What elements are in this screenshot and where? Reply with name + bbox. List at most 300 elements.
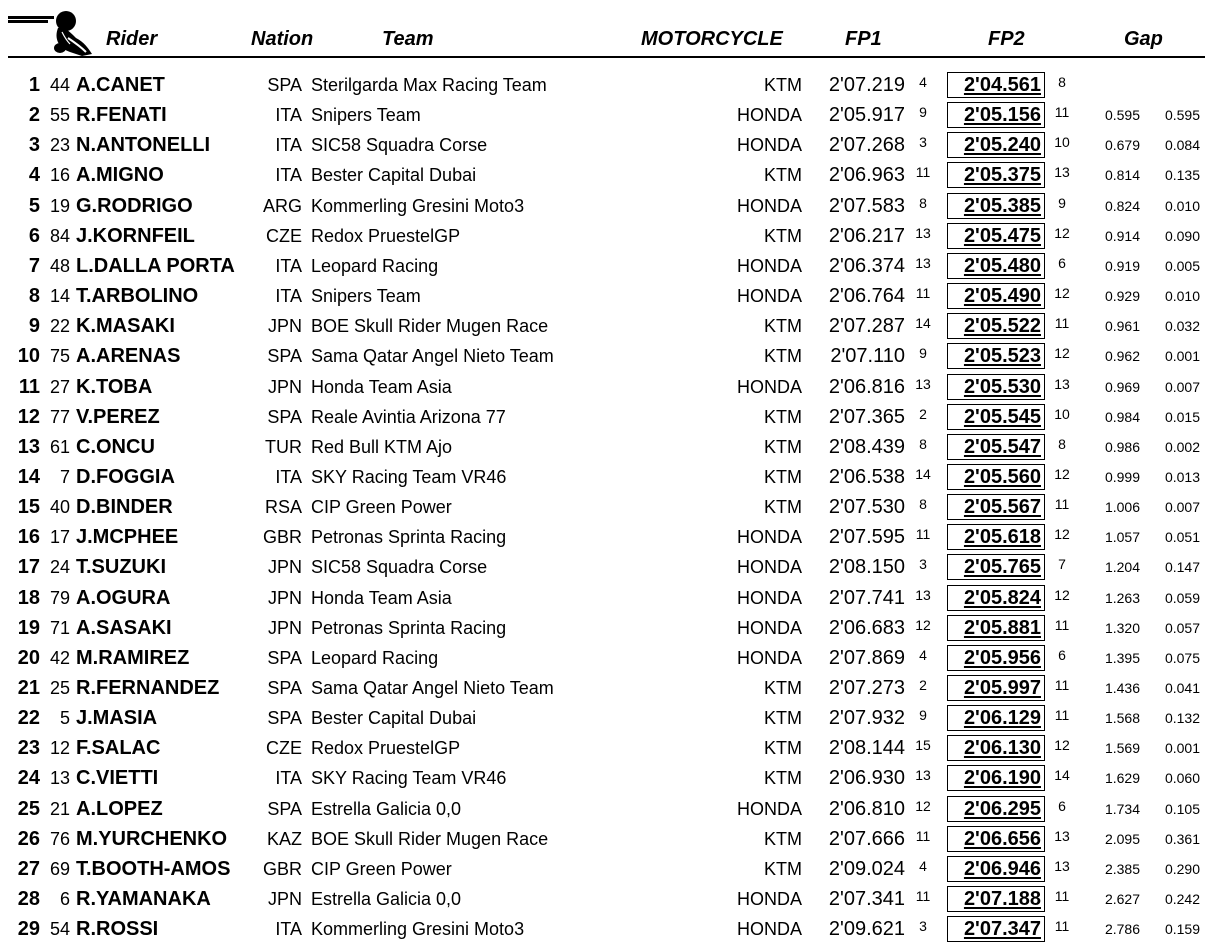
table-header [0,0,1213,64]
fp1-time-cell: 2'07.341 [828,888,905,911]
table-row [0,221,1213,251]
nation-cell: CZE [266,225,302,246]
position-cell: 15 [17,496,40,519]
fp1-lap-cell: 13 [915,254,931,271]
gap-to-previous-cell: 0.051 [1164,529,1200,546]
gap-to-previous-cell: 0.007 [1164,378,1200,395]
motorcycle-cell: KTM [764,165,802,186]
rider-number-cell: 16 [49,165,70,186]
nation-cell: JPN [267,376,302,397]
header-rule [8,56,1205,58]
gap-to-previous-cell: 0.242 [1164,891,1200,908]
header-fp1: FP1 [845,28,882,50]
team-cell: Honda Team Asia [311,587,452,608]
rider-number-cell: 24 [49,557,70,578]
fp2-best-time-cell: 2'05.156 [963,104,1041,127]
gap-to-first-cell: 1.734 [1104,800,1140,817]
gap-to-first-cell: 0.929 [1104,288,1140,305]
motorcycle-cell: HONDA [736,195,802,216]
position-cell: 5 [28,194,40,217]
fp1-lap-cell: 8 [919,496,927,513]
fp1-time-cell: 2'06.930 [828,767,905,790]
motorcycle-cell: HONDA [736,376,802,397]
motorcycle-cell: KTM [764,316,802,337]
rider-name-cell: F.SALAC [76,737,161,760]
team-cell: BOE Skull Rider Mugen Race [311,316,549,337]
motorcycle-cell: KTM [764,346,802,367]
rider-number-cell: 21 [49,798,70,819]
table-row [0,160,1213,190]
table-row [0,522,1213,552]
fp2-lap-cell: 12 [1054,285,1070,302]
team-cell: Red Bull KTM Ajo [311,436,453,457]
motorcycle-cell: HONDA [736,919,802,940]
fp1-lap-cell: 9 [919,345,927,362]
rider-name-cell: A.ARENAS [76,345,181,368]
fp2-best-time-cell: 2'06.129 [963,707,1041,730]
nation-cell: JPN [267,617,302,638]
gap-to-previous-cell: 0.595 [1164,107,1200,124]
rider-name-cell: V.PEREZ [76,405,160,428]
position-cell: 18 [17,586,40,609]
team-cell: CIP Green Power [311,497,452,518]
team-cell: Sterilgarda Max Racing Team [311,75,547,95]
motorcycle-cell: KTM [764,497,802,518]
motorcycle-cell: HONDA [736,647,802,668]
nation-cell: SPA [267,75,302,95]
position-cell: 4 [28,164,40,187]
nation-cell: ARG [262,195,302,216]
fp2-best-time-cell: 2'05.490 [963,285,1041,308]
rider-name-cell: M.YURCHENKO [76,827,228,850]
fp1-lap-cell: 9 [919,104,927,121]
team-cell: CIP Green Power [311,858,452,879]
team-cell: Bester Capital Dubai [311,708,477,729]
gap-to-first-cell: 0.814 [1104,167,1140,184]
fp1-lap-cell: 13 [915,224,931,241]
fp1-time-cell: 2'08.439 [828,435,905,458]
fp1-time-cell: 2'06.538 [828,465,905,488]
gap-to-previous-cell: 0.002 [1164,438,1200,455]
fp1-time-cell: 2'06.374 [828,254,905,277]
gap-to-first-cell: 2.786 [1104,921,1140,938]
gap-to-previous-cell: 0.105 [1164,800,1200,817]
motorcycle-cell: KTM [764,75,802,95]
rider-name-cell: A.MIGNO [76,164,164,187]
fp2-best-time-cell: 2'06.130 [963,737,1041,760]
gap-to-previous-cell: 0.010 [1164,197,1200,214]
rider-number-cell: 12 [49,738,70,759]
position-cell: 14 [17,465,40,488]
gap-to-first-cell: 0.999 [1104,468,1140,485]
motorcycle-cell: HONDA [736,798,802,819]
gap-to-previous-cell: 0.032 [1164,318,1200,335]
gap-to-previous-cell: 0.132 [1164,710,1200,727]
team-cell: BOE Skull Rider Mugen Race [311,828,549,849]
gap-to-first-cell [1083,70,1140,100]
fp1-time-cell: 2'07.666 [828,827,905,850]
nation-cell: SPA [267,647,302,668]
rider-name-cell: L.DALLA PORTA [76,254,235,277]
position-cell: 2 [28,104,40,127]
team-cell: Kommerling Gresini Moto3 [311,195,525,216]
nation-cell: CZE [266,738,302,759]
gap-to-first-cell: 1.568 [1104,710,1140,727]
table-row [0,341,1213,371]
gap-to-previous-cell: 0.010 [1164,288,1200,305]
rider-name-cell: D.BINDER [76,496,173,519]
gap-to-first-cell: 1.436 [1104,680,1140,696]
gap-to-previous-cell: 0.001 [1164,348,1200,365]
rider-number-cell: 27 [49,376,70,397]
fp2-best-time-cell: 2'05.547 [963,435,1041,458]
fp2-best-time-cell: 2'05.545 [963,405,1041,428]
rider-number-cell: 25 [49,678,70,698]
team-cell: Sama Qatar Angel Nieto Team [311,678,554,698]
fp2-lap-cell: 11 [1054,918,1070,935]
team-cell: Snipers Team [311,286,421,307]
position-cell: 20 [17,646,40,669]
rider-number-cell: 17 [49,527,70,548]
fp2-lap-cell: 13 [1054,375,1070,392]
fp1-lap-cell: 11 [915,285,931,302]
fp2-best-time-cell: 2'05.824 [963,586,1041,609]
rider-name-cell: R.YAMANAKA [76,888,211,911]
fp1-lap-cell: 15 [915,737,931,754]
team-cell: SIC58 Squadra Corse [311,557,488,578]
motorcycle-cell: KTM [764,436,802,457]
fp1-time-cell: 2'07.869 [828,646,905,669]
fp2-lap-cell: 11 [1054,496,1070,513]
fp2-lap-cell: 11 [1054,104,1070,121]
fp2-lap-cell: 12 [1054,526,1070,543]
fp2-lap-cell: 11 [1054,888,1070,905]
table-row [0,70,1213,100]
position-cell: 25 [17,797,40,820]
fp2-best-time-cell: 2'05.997 [963,677,1041,699]
fp2-lap-cell: 13 [1054,857,1070,874]
fp2-lap-cell: 13 [1054,164,1070,181]
position-cell: 1 [28,74,40,96]
team-cell: Bester Capital Dubai [311,165,477,186]
nation-cell: SPA [267,678,302,698]
fp1-lap-cell: 11 [915,827,931,844]
fp2-lap-cell: 14 [1054,767,1070,784]
nation-cell: ITA [275,255,302,276]
rider-number-cell: 40 [49,497,70,518]
nation-cell: SPA [267,406,302,427]
fp1-lap-cell: 13 [915,586,931,603]
fp1-time-cell: 2'06.217 [828,224,905,247]
rider-number-cell: 71 [49,617,70,638]
rider-name-cell: D.FOGGIA [76,465,175,488]
gap-to-first-cell: 1.263 [1104,589,1140,606]
gap-to-first-cell: 0.969 [1104,378,1140,395]
gap-to-first-cell: 0.984 [1104,408,1140,425]
fp2-lap-cell: 12 [1054,465,1070,482]
position-cell: 13 [17,435,40,458]
fp1-lap-cell: 13 [915,767,931,784]
fp2-best-time-cell: 2'06.190 [963,767,1041,790]
fp2-lap-cell: 10 [1054,134,1070,151]
fp1-lap-cell: 2 [919,405,927,422]
fp2-best-time-cell: 2'05.385 [963,194,1041,217]
fp2-best-time-cell: 2'05.475 [963,224,1041,247]
fp1-lap-cell: 4 [919,646,927,663]
rider-number-cell: 23 [49,135,70,156]
motorcycle-cell: HONDA [736,617,802,638]
header-fp2: FP2 [988,28,1025,50]
nation-cell: ITA [275,105,302,126]
fp2-best-time-cell: 2'05.765 [963,556,1041,579]
motorcycle-cell: HONDA [736,286,802,307]
rider-number-cell: 13 [49,768,70,789]
rider-number-cell: 22 [49,316,70,337]
fp2-lap-cell: 6 [1058,797,1066,814]
rider-name-cell: G.RODRIGO [76,194,193,217]
header-team: Team [382,28,434,50]
rider-name-cell: J.MASIA [76,707,158,730]
fp1-lap-cell: 8 [919,194,927,211]
fp1-time-cell: 2'07.583 [828,194,905,217]
motorcycle-cell: KTM [764,858,802,879]
gap-to-previous-cell: 0.084 [1164,137,1200,154]
fp1-lap-cell: 4 [919,74,927,90]
rider-name-cell: K.MASAKI [76,315,175,338]
fp2-best-time-cell: 2'05.523 [963,345,1041,368]
rider-name-cell: A.OGURA [76,586,171,609]
fp2-best-time-cell: 2'07.347 [963,918,1041,941]
motorcycle-cell: KTM [764,678,802,698]
team-cell: SIC58 Squadra Corse [311,135,488,156]
team-cell: Redox PruestelGP [311,738,461,759]
fp2-lap-cell: 13 [1054,827,1070,844]
gap-to-previous-cell: 0.007 [1164,499,1200,516]
position-cell: 22 [17,707,40,730]
gap-to-first-cell: 1.395 [1104,649,1140,666]
position-cell: 3 [28,134,40,157]
table-row [0,311,1213,341]
team-cell: Petronas Sprinta Racing [311,617,507,638]
gap-to-first-cell: 1.204 [1104,559,1140,576]
fp1-time-cell: 2'07.219 [828,74,905,96]
gap-to-previous-cell: 0.147 [1164,559,1200,576]
table-row [0,402,1213,432]
fp2-lap-cell: 11 [1054,616,1070,633]
rider-number-cell: 84 [49,225,70,246]
fp1-time-cell: 2'07.268 [828,134,905,157]
fp2-best-time-cell: 2'06.946 [963,857,1041,880]
gap-to-first-cell: 1.569 [1104,740,1140,757]
team-cell: SKY Racing Team VR46 [311,768,507,789]
table-row [0,643,1213,673]
position-cell: 28 [17,888,40,911]
rider-number-cell: 76 [49,828,70,849]
fp2-best-time-cell: 2'06.295 [963,797,1041,820]
nation-cell: GBR [262,527,302,548]
rider-name-cell: T.ARBOLINO [76,285,199,308]
rider-name-cell: M.RAMIREZ [76,646,190,669]
rider-name-cell: A.LOPEZ [76,797,163,820]
table-row [0,462,1213,492]
gap-to-first-cell: 2.627 [1104,891,1140,908]
nation-cell: GBR [262,858,302,879]
fp2-best-time-cell: 2'04.561 [963,74,1041,96]
gap-to-previous-cell: 0.060 [1164,770,1200,787]
gap-to-previous-cell: 0.290 [1164,860,1200,877]
fp1-lap-cell: 9 [919,707,927,724]
fp1-time-cell: 2'07.741 [828,586,905,609]
rider-number-cell: 14 [49,286,70,307]
motorcycle-cell: HONDA [736,889,802,910]
fp1-time-cell: 2'06.683 [828,616,905,639]
nation-cell: ITA [275,135,302,156]
position-cell: 21 [17,677,40,699]
fp2-lap-cell: 11 [1054,315,1070,332]
table-row [0,673,1213,703]
nation-cell: ITA [275,466,302,487]
gap-to-previous-cell: 0.159 [1164,921,1200,938]
fp1-time-cell: 2'06.810 [828,797,905,820]
fp1-lap-cell: 13 [915,375,931,392]
rider-name-cell: A.SASAKI [76,616,172,639]
fp2-lap-cell: 8 [1058,74,1066,90]
motorcycle-cell: KTM [764,738,802,759]
fp1-lap-cell: 12 [915,797,931,814]
fp1-time-cell: 2'07.595 [828,526,905,549]
nation-cell: JPN [267,889,302,910]
fp1-lap-cell: 12 [915,616,931,633]
fp1-lap-cell: 14 [915,465,931,482]
fp1-time-cell: 2'09.621 [828,918,905,941]
fp1-lap-cell: 3 [919,134,927,151]
fp1-time-cell: 2'08.144 [828,737,905,760]
gap-to-previous-cell: 0.057 [1164,619,1200,636]
gap-to-first-cell: 0.961 [1104,318,1140,335]
table-row [0,613,1213,643]
motorcycle-cell: KTM [764,768,802,789]
fp2-best-time-cell: 2'05.240 [963,134,1041,157]
fp2-best-time-cell: 2'05.956 [963,646,1041,669]
gap-to-previous-cell: 0.005 [1164,257,1200,274]
rider-name-cell: C.ONCU [76,435,155,458]
gap-to-previous-cell: 0.361 [1164,830,1200,847]
table-row [0,763,1213,793]
header-motorcycle: MOTORCYCLE [641,28,783,50]
rider-number-cell: 69 [49,858,70,879]
fp1-time-cell: 2'07.365 [828,405,905,428]
rider-number-cell: 55 [49,105,70,126]
fp1-time-cell: 2'06.963 [828,164,905,187]
table-row [0,794,1213,824]
motorcycle-cell: HONDA [736,527,802,548]
fp1-time-cell: 2'07.287 [828,315,905,338]
team-cell: Leopard Racing [311,647,439,668]
gap-to-previous-cell: 0.059 [1164,589,1200,606]
motorcycle-cell: HONDA [736,557,802,578]
rider-number-cell: 42 [49,647,70,668]
motorcycle-rider-icon [48,8,100,60]
position-cell: 24 [17,767,40,790]
table-row [0,372,1213,402]
gap-to-first-cell: 0.962 [1104,348,1140,365]
team-cell: Estrella Galicia 0,0 [311,889,462,910]
fp2-lap-cell: 6 [1058,646,1066,663]
rider-number-cell: 19 [49,195,70,216]
position-cell: 27 [17,857,40,880]
fp2-best-time-cell: 2'05.881 [963,616,1041,639]
fp2-best-time-cell: 2'05.375 [963,164,1041,187]
table-row [0,251,1213,281]
team-cell: Honda Team Asia [311,376,452,397]
motorcycle-cell: HONDA [736,105,802,126]
fp1-time-cell: 2'06.764 [828,285,905,308]
fp2-best-time-cell: 2'06.656 [963,827,1041,850]
gap-to-first-cell: 0.679 [1104,137,1140,154]
fp2-lap-cell: 9 [1058,194,1066,211]
fp2-lap-cell: 10 [1054,405,1070,422]
rider-number-cell: 48 [49,255,70,276]
gap-to-first-cell: 0.914 [1104,227,1140,244]
rider-number-cell: 6 [59,889,70,910]
table-row [0,914,1213,944]
team-cell: Leopard Racing [311,255,439,276]
table-row [0,884,1213,914]
fp2-lap-cell: 12 [1054,345,1070,362]
gap-to-previous-cell: 0.090 [1164,227,1200,244]
motorcycle-cell: HONDA [736,135,802,156]
rider-name-cell: N.ANTONELLI [76,134,211,157]
rider-name-cell: A.CANET [76,74,165,96]
position-cell: 26 [17,827,40,850]
rider-number-cell: 77 [49,406,70,427]
fp1-time-cell: 2'08.150 [828,556,905,579]
fp2-lap-cell: 12 [1054,224,1070,241]
position-cell: 29 [17,918,40,941]
position-cell: 17 [17,556,40,579]
fp1-lap-cell: 3 [919,556,927,573]
table-row [0,583,1213,613]
gap-to-first-cell: 1.006 [1104,499,1140,516]
table-row [0,130,1213,160]
team-cell: SKY Racing Team VR46 [311,466,507,487]
table-row [0,824,1213,854]
team-cell: Estrella Galicia 0,0 [311,798,462,819]
fp2-lap-cell: 6 [1058,254,1066,271]
gap-to-first-cell: 2.385 [1104,860,1140,877]
fp1-time-cell: 2'09.024 [828,857,905,880]
gap-to-first-cell: 0.595 [1104,107,1140,124]
fp1-lap-cell: 4 [919,857,927,874]
team-cell: Kommerling Gresini Moto3 [311,919,525,940]
fp2-lap-cell: 8 [1058,435,1066,452]
fp2-best-time-cell: 2'05.530 [963,375,1041,398]
motorcycle-cell: KTM [764,708,802,729]
fp2-best-time-cell: 2'05.560 [963,465,1041,488]
gap-to-previous-cell: 0.015 [1164,408,1200,425]
gap-to-previous-cell: 0.001 [1164,740,1200,757]
position-cell: 9 [28,315,40,338]
gap-to-first-cell: 0.986 [1104,438,1140,455]
fp2-best-time-cell: 2'05.480 [963,254,1041,277]
gap-to-first-cell: 0.919 [1104,257,1140,274]
rider-name-cell: T.BOOTH-AMOS [76,857,231,880]
fp2-lap-cell: 12 [1054,737,1070,754]
rider-name-cell: R.FERNANDEZ [76,677,220,699]
gap-to-previous-cell: 0.041 [1164,680,1200,696]
header-rider: Rider [106,28,158,50]
nation-cell: JPN [267,316,302,337]
